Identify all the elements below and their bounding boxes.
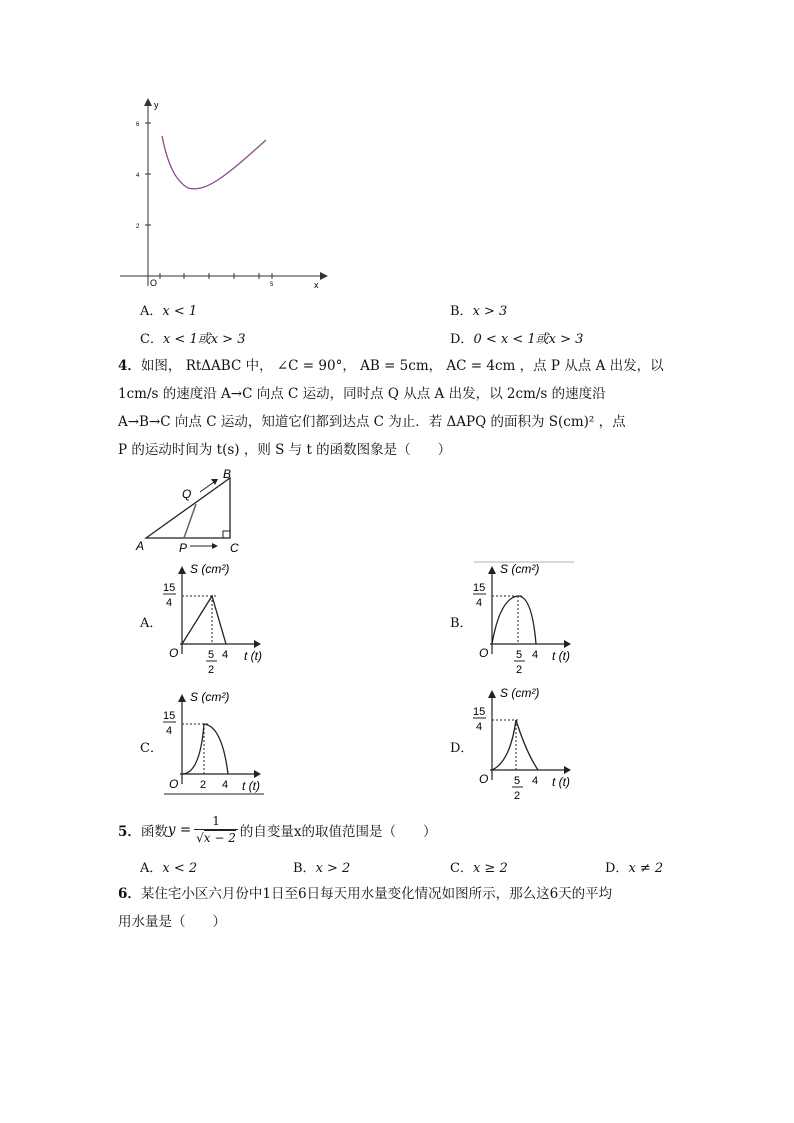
- q4-line-3: A→B→C 向点 C 运动，知道它们都到达点 C 为止．若 ΔAPQ 的面积为 S(cm)² ，点: [118, 414, 626, 430]
- fraction-num: 15: [473, 706, 486, 718]
- q4-triangle-figure: [132, 466, 252, 558]
- fraction-num: 15: [473, 582, 486, 594]
- q5-option-b[interactable]: [293, 857, 350, 876]
- q6-line-1: [118, 880, 612, 908]
- q4-vertex-a: A: [136, 539, 145, 553]
- option-letter: D．: [450, 332, 474, 347]
- option-letter: A．: [140, 304, 163, 319]
- origin-label: O: [169, 777, 179, 791]
- tick-2: 2: [200, 779, 207, 791]
- option-text: x > 2: [315, 861, 351, 876]
- option-text: x ≥ 2: [472, 861, 508, 876]
- tick-4: 4: [222, 649, 229, 661]
- q4-graph-a: [160, 560, 270, 680]
- s-axis-label: S (cm²): [190, 562, 230, 576]
- q5-formula-lhs: y =: [167, 822, 192, 838]
- q3-x-axis-label: x: [314, 280, 319, 290]
- q4-option-d[interactable]: D．: [450, 741, 474, 756]
- option-text: x < 1: [162, 304, 198, 319]
- question-number: 6．: [118, 886, 141, 902]
- fraction-den: 4: [166, 597, 173, 609]
- q4-option-b[interactable]: B．: [450, 616, 473, 631]
- q4-point-p: P: [179, 541, 188, 555]
- q5-fraction-numerator: 1: [212, 814, 220, 828]
- q6-text-1: 某住宅小区六月份中1日至6日每天用水量变化情况如图所示，那么这6天的平均: [140, 886, 613, 902]
- tick-4: 4: [222, 779, 229, 791]
- q5-prefix: 函数: [140, 824, 168, 840]
- question-number: 5．: [118, 824, 141, 840]
- s-axis-label: S (cm²): [500, 562, 540, 576]
- q3-option-b[interactable]: [450, 300, 507, 319]
- option-text: x < 2: [162, 861, 198, 876]
- q3-ytick-4: 4: [136, 173, 140, 179]
- origin-label: O: [479, 772, 489, 786]
- q4-line-2: 1cm/s 的速度沿 A→C 向点 C 运动，同时点 Q 从点 A 出发，以 2cm/s 的速度沿: [118, 386, 606, 402]
- q3-option-a[interactable]: [140, 300, 197, 319]
- option-letter: A．: [140, 861, 163, 876]
- s-axis-label: S (cm²): [500, 686, 540, 700]
- q5-radicand: x − 2: [203, 831, 236, 845]
- fraction-num: 15: [163, 582, 176, 594]
- q5-suffix: 的自变量x的取值范围是（ ）: [239, 824, 437, 840]
- q4-graph-b: [470, 558, 580, 678]
- option-text: x > 3: [472, 304, 508, 319]
- q3-option-c[interactable]: [140, 328, 245, 347]
- fraction-num: 15: [163, 710, 176, 722]
- option-text: x ≠ 2: [628, 861, 664, 876]
- q6-line-2: 用水量是（ ）: [118, 914, 226, 930]
- t-axis-label: t (t): [242, 779, 260, 793]
- t-axis-label: t (t): [552, 649, 570, 663]
- q3-function-graph: [116, 96, 328, 292]
- fraction-den: 4: [476, 597, 483, 609]
- q4-point-q: Q: [182, 487, 192, 501]
- q4-graph-d: [470, 682, 580, 804]
- t-axis-label: t (t): [552, 775, 570, 789]
- q5-option-a[interactable]: [140, 857, 197, 876]
- question-number: 4．: [118, 358, 141, 374]
- q5-option-c[interactable]: [450, 857, 508, 876]
- q4-text-1: 如图， RtΔABC 中， ∠C = 90°， AB = 5cm， AC = 4cm ，点 P 从点 A 出发，以: [140, 358, 664, 374]
- q4-option-a[interactable]: A．: [140, 616, 163, 631]
- tick-4: 4: [532, 649, 539, 661]
- option-letter: D．: [605, 861, 629, 876]
- q4-option-c[interactable]: C．: [140, 741, 163, 756]
- q3-y-axis-label: y: [154, 100, 159, 110]
- half-den: 2: [208, 664, 215, 676]
- option-text: 0 < x < 1或x > 3: [473, 332, 584, 347]
- q4-line-1: [118, 352, 664, 380]
- half-num: 5: [514, 775, 521, 787]
- origin-label: O: [169, 646, 179, 660]
- option-letter: B．: [450, 304, 473, 319]
- half-den: 2: [516, 664, 523, 676]
- origin-label: O: [479, 646, 489, 660]
- tick-4: 4: [532, 775, 539, 787]
- q3-origin-label: O: [150, 278, 158, 288]
- option-text: x < 1或x > 3: [162, 332, 246, 347]
- q4-vertex-c: C: [230, 541, 239, 555]
- q3-ytick-6: 6: [136, 122, 140, 128]
- q5-fraction-denominator: [194, 829, 238, 846]
- q5-question: [118, 810, 437, 850]
- q3-option-d[interactable]: [450, 328, 583, 347]
- half-den: 2: [514, 790, 521, 802]
- q4-vertex-b: B: [223, 467, 232, 481]
- fraction-den: 4: [166, 725, 173, 737]
- half-num: 5: [208, 649, 215, 661]
- option-letter: C．: [450, 861, 473, 876]
- s-axis-label: S (cm²): [190, 690, 230, 704]
- half-num: 5: [516, 649, 523, 661]
- q5-option-d[interactable]: [605, 857, 663, 876]
- option-letter: B．: [293, 861, 316, 876]
- q4-line-4: P 的运动时间为 t(s) ，则 S 与 t 的函数图象是（ ）: [118, 442, 452, 458]
- fraction-den: 4: [476, 721, 483, 733]
- option-letter: C．: [140, 332, 163, 347]
- q5-fraction: [194, 814, 238, 846]
- q3-xtick-5: 5: [270, 282, 274, 288]
- q4-graph-c: [160, 686, 270, 798]
- q3-ytick-2: 2: [136, 224, 140, 230]
- t-axis-label: t (t): [244, 649, 262, 663]
- sqrt-icon: √: [196, 830, 204, 845]
